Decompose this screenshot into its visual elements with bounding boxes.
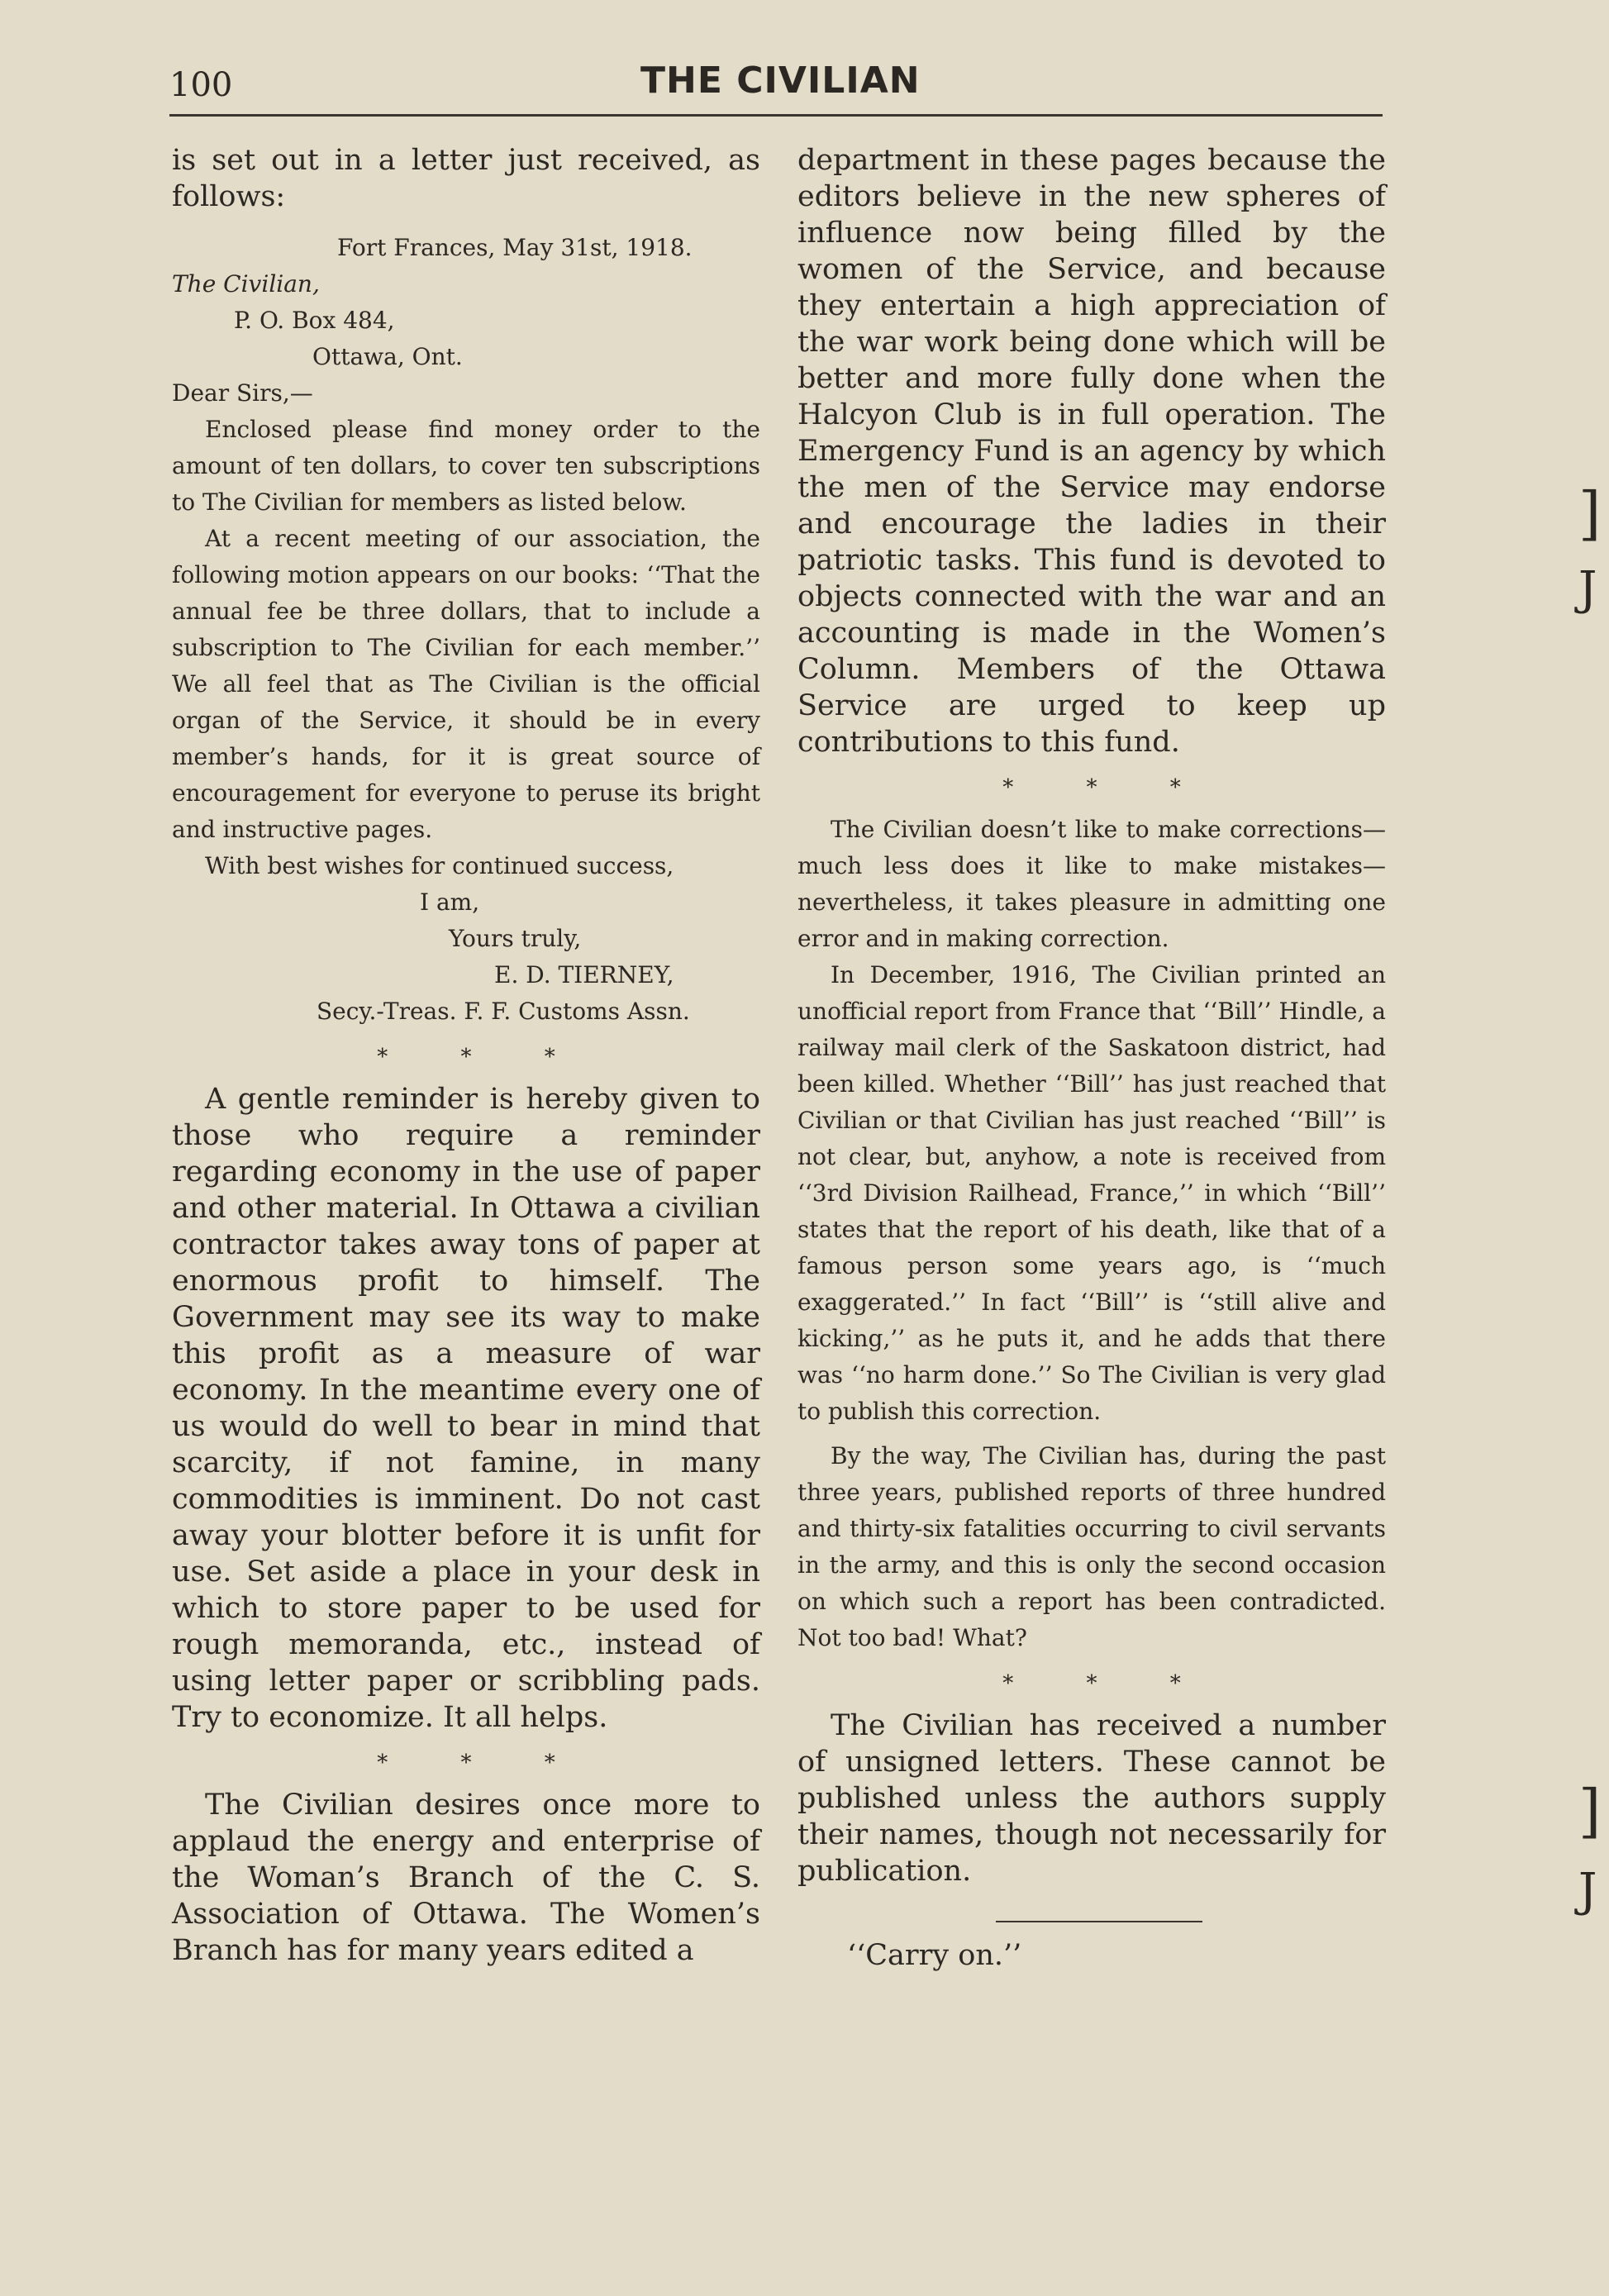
correction-paragraph-3: By the way, The Civilian has, during the past three years, published reports of three hundred and thirty-six fatalities occurring to civil servants in the army, and this is only the second occasion on which such a report has been contradicted. Not too bad! What?: [797, 1442, 1386, 1651]
carry-on: ‘‘Carry on.’’: [847, 1939, 1022, 1972]
letter-signature-title: Secy.-Treas. F. F. Customs Assn.: [317, 998, 690, 1025]
letter-addressee: The Civilian,: [172, 270, 320, 298]
margin-bracket-bottom-lower: J: [1578, 1864, 1597, 1917]
correction-paragraph-2: In December, 1916, The Civilian printed an unofficial report from France that ‘‘Bill’’ Hindle, a railway mail clerk of the Saskatoon district, had been killed. Whether ‘‘Bill’’ has just reached that Civilian or that Civilian has just reached ‘‘Bill’’ is not clear, but, anyhow, a note is received from ‘‘3rd Division Railhead, France,’’ in which ‘‘Bill’’ states that the report of his death, like that of a famous person some years ago, is ‘‘much exaggerated.’’ In fact ‘‘Bill’’ is ‘‘still alive and kicking,’’ as he puts it, and he adds that there was ‘‘no harm done.’’ So The Civilian is very glad to publish this correction.: [797, 961, 1386, 1425]
margin-bracket-top-lower: J: [1578, 562, 1597, 616]
left-column: [172, 142, 760, 1969]
letter-paragraph-2: At a recent meeting of our association, the following motion appears on our books: ‘‘That the annual fee be three dollars, that to include a subscription to The Civilian for each member.’’ We all feel that as The Civilian is the official organ of the Service, it should be in every member’s hands, for it is great source of encouragement for everyone to peruse its bright and instructive pages.: [172, 525, 760, 843]
letter-place-date: Fort Frances, May 31st, 1918.: [337, 234, 693, 261]
unsigned-letters-paragraph: The Civilian has received a number of unsigned letters. These cannot be published unless the authors supply their names, though not necessarily for publication.: [797, 1709, 1386, 1888]
letter-signature: E. D. TIERNEY,: [494, 961, 674, 988]
letter-paragraph-3: With best wishes for continued success,: [205, 852, 674, 879]
margin-bracket-top: ]: [1578, 479, 1602, 547]
section-divider: * * *: [377, 1045, 588, 1069]
intro-paragraph: is set out in a letter just received, as follows:: [172, 144, 760, 213]
page-header: [169, 58, 1384, 116]
section-divider: * * *: [1002, 1671, 1214, 1696]
margin-bracket-bottom: ]: [1578, 1777, 1602, 1845]
journal-title: THE CIVILIAN: [640, 60, 921, 102]
section-divider: * * *: [377, 1751, 588, 1775]
womens-branch-paragraph: The Civilian desires once more to applaud the energy and enterprise of the Woman’s Branch of the C. S. Association of Ottawa. The Women’s Branch has for many years edited a: [172, 1789, 760, 1967]
closing-rule: [996, 1921, 1202, 1922]
continuation-paragraph: department in these pages because the editors believe in the new spheres of influence now being filled by the women of the Service, and because they entertain a high appreciation of the war work being done which will be better and more fully done when the Halcyon Club is in full operation. The Emergency Fund is an agency by which the men of the Service may endorse and encourage the ladies in their patriotic tasks. This fund is devoted to objects connected with the war and an accounting is made in the Women’s Column. Members of the Ottawa Service are urged to keep up contributions to this fund.: [797, 144, 1386, 759]
letter-closing-1: I am,: [420, 888, 480, 916]
right-column: [797, 142, 1386, 1974]
page-number: 100: [169, 66, 233, 104]
reminder-paragraph: A gentle reminder is hereby given to those who require a reminder regarding economy in the use of paper and other material. In Ottawa a civilian contractor takes away tons of paper at enormous profit to himself. The Government may see its way to make this profit as a measure of war economy. In the meantime every one of us would do well to bear in mind that scarcity, if not famine, in many commodities is imminent. Do not cast away your blotter before it is unfit for use. Set aside a place in your desk in which to store paper to be used for rough memoranda, etc., instead of using letter paper or scribbling pads. Try to economize. It all helps.: [172, 1083, 760, 1734]
letter-salutation: Dear Sirs,—: [172, 379, 313, 407]
correction-paragraph-1: The Civilian doesn’t like to make corrections—much less does it like to make mistakes—nevertheless, it takes pleasure in admitting one error and in making correction.: [797, 816, 1386, 952]
section-divider: * * *: [1002, 775, 1214, 800]
letter-paragraph-1: Enclosed please find money order to the amount of ten dollars, to cover ten subscriptions to The Civilian for members as listed below.: [172, 416, 760, 516]
letter: [172, 230, 760, 1030]
letter-closing-2: Yours truly,: [449, 925, 582, 952]
letter-city: Ottawa, Ont.: [312, 343, 463, 370]
header-rule: [169, 114, 1383, 117]
letter-box: P. O. Box 484,: [234, 307, 395, 334]
